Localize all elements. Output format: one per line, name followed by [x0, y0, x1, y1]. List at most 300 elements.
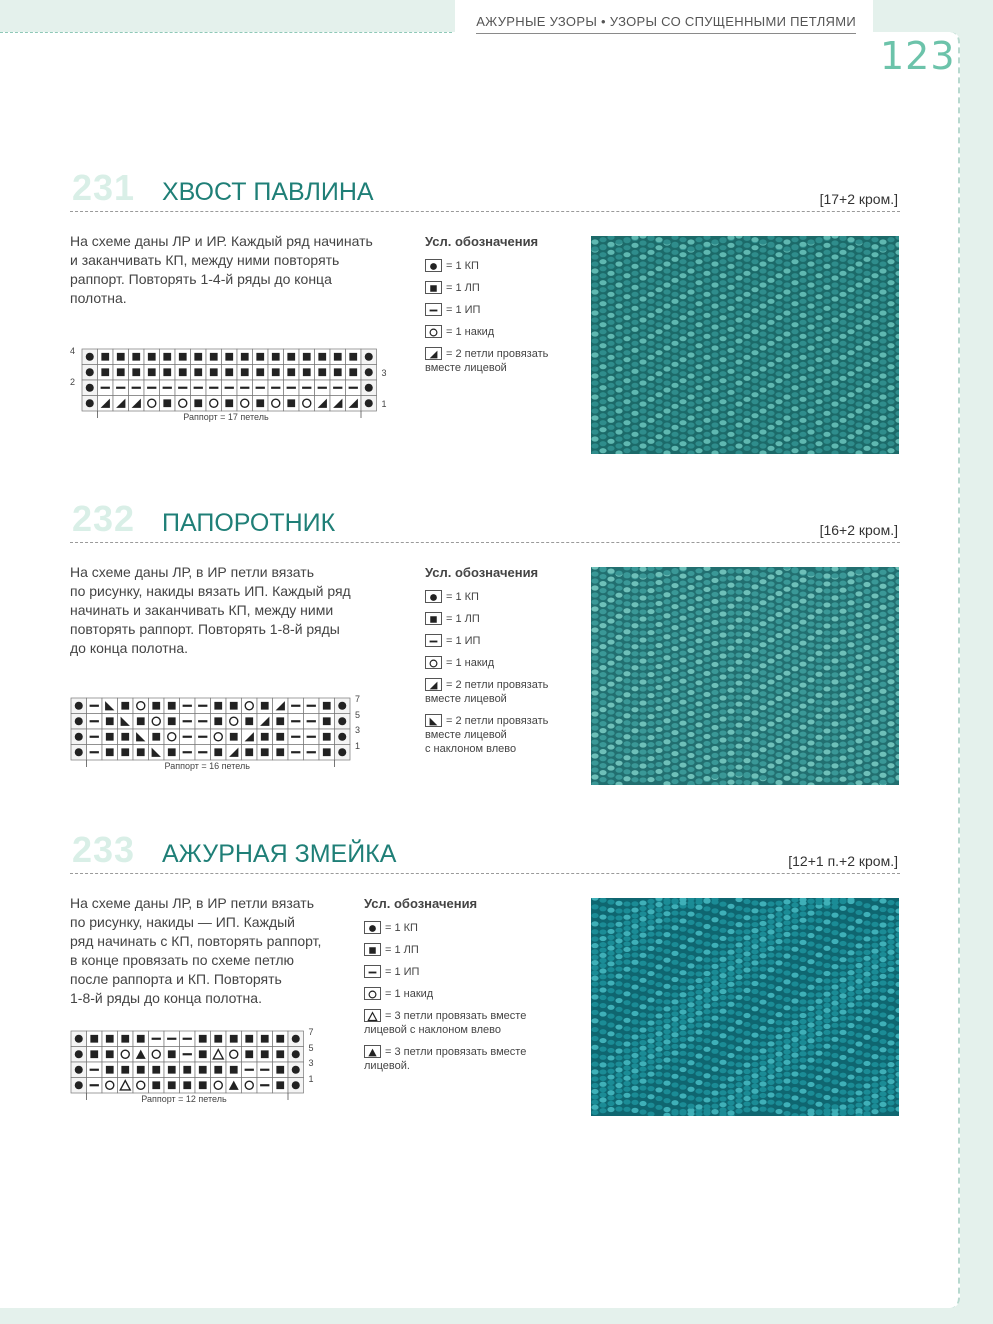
- legend-text: = 2 петли провязать: [446, 348, 549, 360]
- chart-cell-square: [284, 365, 300, 381]
- chart-cell-square: [191, 365, 207, 381]
- stitch-count: [17+2 кром.]: [819, 191, 898, 207]
- chart-cell-square: [118, 1062, 134, 1078]
- row-number: 2: [70, 377, 76, 387]
- chart-cell-square: [149, 729, 165, 745]
- row-number: 5: [308, 1042, 314, 1053]
- chart-cell-dash: [242, 1062, 258, 1078]
- chart-cell-dot: [82, 396, 98, 412]
- chart-cell-circle: [226, 1047, 242, 1063]
- chart-cell-dash: [149, 1031, 165, 1047]
- chart-cell-tri-up-outline: [118, 1078, 134, 1094]
- chart-cell-circle: [144, 396, 160, 412]
- pattern-number: 233: [72, 829, 136, 870]
- chart-cell-square: [149, 1078, 165, 1094]
- chart-cell-square: [180, 1078, 196, 1094]
- legend-item: [364, 921, 564, 935]
- chart-cell-dash: [268, 380, 284, 396]
- legend-item: [364, 1009, 564, 1037]
- repeat-caption: Раппорт = 12 петель: [141, 1094, 227, 1104]
- header-rule: [0, 32, 452, 33]
- chart-cell-circle: [118, 1047, 134, 1063]
- chart-cell-square: [268, 365, 284, 381]
- chart-cell-dash: [180, 745, 196, 761]
- legend-text: = 2 петли провязать: [446, 679, 549, 691]
- chart-cell-circle: [149, 1047, 165, 1063]
- chart-cell-tri-right: [315, 396, 331, 412]
- chart-cell-square: [226, 698, 242, 714]
- chart-cell-tri-right: [242, 729, 258, 745]
- square-symbol-icon: [425, 612, 442, 625]
- chart-cell-square: [160, 396, 176, 412]
- description-line: На схеме даны ЛР, в ИР петли вязать: [70, 564, 314, 580]
- description-line: ряд начинать с КП, повторять раппорт,: [70, 933, 322, 949]
- knit-swatch-photo: [591, 567, 899, 785]
- legend-item: [364, 1045, 564, 1073]
- description-line: На схеме даны ЛР и ИР. Каждый ряд начинать: [70, 233, 373, 249]
- legend-item: [425, 656, 575, 670]
- dot-symbol-icon: [364, 921, 381, 934]
- chart-cell-dash: [284, 380, 300, 396]
- chart-cell-square: [133, 714, 149, 730]
- chart-cell-square: [226, 1031, 242, 1047]
- chart-cell-square: [211, 745, 227, 761]
- chart-cell-square: [257, 1047, 273, 1063]
- chart-cell-square: [237, 349, 253, 365]
- chart-cell-square: [98, 349, 114, 365]
- pattern-name: АЖУРНАЯ ЗМЕЙКА: [162, 840, 397, 868]
- chart-cell-square: [160, 349, 176, 365]
- chart-cell-square: [195, 1047, 211, 1063]
- row-number: 1: [381, 398, 387, 409]
- chart-cell-square: [113, 349, 129, 365]
- chart-cell-dot: [288, 1047, 304, 1063]
- legend-text: с наклоном влево: [425, 743, 517, 755]
- circle-symbol-icon: [364, 987, 381, 1000]
- chart-cell-square: [253, 396, 269, 412]
- chart-cell-dash: [195, 745, 211, 761]
- square-symbol-icon: [364, 943, 381, 956]
- chart-cell-square: [118, 729, 134, 745]
- chart-cell-dot: [335, 714, 351, 730]
- chart-cell-dash: [288, 698, 304, 714]
- chart-cell-tri-left: [102, 698, 118, 714]
- square-symbol-icon: [425, 281, 442, 294]
- chart-cell-circle: [211, 1078, 227, 1094]
- description-line: раппорт. Повторять 1-4-й ряды до конца: [70, 271, 332, 287]
- chart-cell-dash: [144, 380, 160, 396]
- chart-cell-circle: [164, 729, 180, 745]
- chart-cell-square: [175, 365, 191, 381]
- stitch-count: [16+2 кром.]: [819, 522, 898, 538]
- chart-cell-square: [273, 745, 289, 761]
- legend-text: = 1 КП: [446, 591, 479, 603]
- legend-title: Усл. обозначения: [425, 565, 539, 580]
- chart-cell-square: [257, 698, 273, 714]
- chart-cell-square: [118, 1031, 134, 1047]
- section-title-bar: [70, 829, 900, 874]
- tri-up-outline-symbol-icon: [364, 1009, 381, 1022]
- chart-cell-square: [268, 349, 284, 365]
- legend-item: [425, 714, 575, 756]
- knit-texture: [591, 236, 899, 454]
- chart-cell-dash: [299, 380, 315, 396]
- chart-cell-tri-left: [133, 729, 149, 745]
- chart-cell-dash: [195, 714, 211, 730]
- legend-text: = 1 накид: [446, 657, 495, 669]
- pattern-number: 231: [72, 167, 136, 208]
- chart-cell-dot: [335, 698, 351, 714]
- pattern-section-232: [70, 498, 900, 803]
- chart-cell-circle: [242, 698, 258, 714]
- chart-cell-square: [206, 349, 222, 365]
- description-line: 1-8-й ряды до конца полотна.: [70, 990, 262, 1006]
- chart-cell-dash: [180, 1031, 196, 1047]
- tri-right-symbol-icon: [425, 347, 442, 360]
- pattern-name: ХВОСТ ПАВЛИНА: [162, 178, 374, 206]
- chart-cell-square: [102, 714, 118, 730]
- chart-cell-dot: [361, 349, 377, 365]
- dot-symbol-icon: [425, 590, 442, 603]
- tri-right-symbol-icon: [425, 678, 442, 691]
- chart-cell-dash: [304, 714, 320, 730]
- description-line: до конца полотна.: [70, 640, 189, 656]
- chart-cell-dash: [253, 380, 269, 396]
- chart-cell-square: [319, 729, 335, 745]
- legend-item: [425, 281, 575, 295]
- legend-item: [425, 303, 575, 317]
- chart-cell-square: [118, 745, 134, 761]
- chart-cell-square: [195, 1062, 211, 1078]
- legend: [425, 565, 575, 764]
- chart-cell-dash: [98, 380, 114, 396]
- chart-cell-square: [118, 698, 134, 714]
- chart-cell-dash: [164, 1031, 180, 1047]
- chart-cell-square: [315, 349, 331, 365]
- chart-cell-dash: [346, 380, 362, 396]
- description-line: повторять раппорт. Повторять 1-8-й ряды: [70, 621, 340, 637]
- legend-item: [425, 678, 575, 706]
- legend-text: = 1 КП: [385, 922, 418, 934]
- chart-grid: [70, 1030, 305, 1102]
- chart-cell-dash: [87, 1062, 103, 1078]
- chart-cell-dot: [82, 365, 98, 381]
- chart-cell-dot: [361, 396, 377, 412]
- chart-cell-square: [149, 1062, 165, 1078]
- description-line: после раппорта и КП. Повторять: [70, 971, 282, 987]
- chart-cell-dot: [71, 1078, 87, 1094]
- pattern-section-233: [70, 829, 900, 1134]
- chart-cell-tri-right: [273, 698, 289, 714]
- chart-cell-square: [253, 365, 269, 381]
- knit-texture: [591, 567, 899, 785]
- chart-cell-square: [149, 698, 165, 714]
- chart-cell-dash: [304, 698, 320, 714]
- description-line: по рисунку, накиды — ИП. Каждый: [70, 914, 295, 930]
- chart-cell-dot: [288, 1031, 304, 1047]
- legend-text: лицевой.: [364, 1060, 410, 1072]
- chart-cell-dash: [257, 1078, 273, 1094]
- chart-cell-dot: [335, 729, 351, 745]
- description-line: и заканчивать КП, между ними повторять: [70, 252, 340, 268]
- chart-cell-square: [273, 1062, 289, 1078]
- row-number: 1: [308, 1073, 314, 1084]
- chart-cell-square: [164, 714, 180, 730]
- chart-cell-circle: [242, 1078, 258, 1094]
- chart-cell-dash: [191, 380, 207, 396]
- chart-cell-square: [195, 1078, 211, 1094]
- chart-cell-square: [242, 1047, 258, 1063]
- chart-cell-square: [144, 365, 160, 381]
- chart-cell-square: [133, 1062, 149, 1078]
- chart-cell-square: [164, 745, 180, 761]
- repeat-caption: Раппорт = 17 петель: [183, 412, 269, 422]
- chart-grid: [81, 348, 378, 420]
- chart-cell-square: [144, 349, 160, 365]
- chart-cell-dash: [206, 380, 222, 396]
- chart-cell-tri-right: [98, 396, 114, 412]
- legend-item: [364, 987, 564, 1001]
- chart-cell-square: [102, 745, 118, 761]
- chart-cell-tri-right: [330, 396, 346, 412]
- chart-cell-dash: [180, 1047, 196, 1063]
- circle-symbol-icon: [425, 325, 442, 338]
- knit-swatch-photo: [591, 236, 899, 454]
- chart-cell-square: [164, 1062, 180, 1078]
- legend-item: [425, 347, 575, 375]
- chart-cell-dot: [361, 365, 377, 381]
- chart-cell-square: [346, 365, 362, 381]
- chart-cell-square: [133, 1031, 149, 1047]
- legend-text: = 1 накид: [385, 988, 434, 1000]
- legend-text: = 1 ИП: [446, 635, 481, 647]
- chart-cell-square: [319, 745, 335, 761]
- legend-item: [364, 965, 564, 979]
- pattern-description: [70, 232, 373, 308]
- dash-symbol-icon: [425, 634, 442, 647]
- chart-cell-square: [273, 1047, 289, 1063]
- knit-swatch-photo: [591, 898, 899, 1116]
- knitting-chart: [70, 346, 390, 422]
- chart-cell-circle: [133, 698, 149, 714]
- chart-cell-square: [175, 349, 191, 365]
- legend-text: = 1 ЛП: [446, 282, 480, 294]
- description-line: по рисунку, накиды вязать ИП. Каждый ряд: [70, 583, 351, 599]
- knitting-chart: [70, 1027, 350, 1104]
- description-line: На схеме даны ЛР, в ИР петли вязать: [70, 895, 314, 911]
- running-title: АЖУРНЫЕ УЗОРЫ • УЗОРЫ СО СПУЩЕННЫМИ ПЕТЛЯМИ: [476, 14, 856, 29]
- legend-text: = 1 ИП: [385, 966, 420, 978]
- chart-cell-square: [206, 365, 222, 381]
- legend-text: = 1 накид: [446, 326, 495, 338]
- chart-cell-dash: [113, 380, 129, 396]
- chart-cell-square: [160, 365, 176, 381]
- chart-cell-square: [284, 349, 300, 365]
- row-number: 3: [308, 1058, 314, 1068]
- chart-cell-square: [87, 1031, 103, 1047]
- chart-cell-square: [180, 1062, 196, 1078]
- chart-cell-square: [102, 729, 118, 745]
- chart-cell-dash: [222, 380, 238, 396]
- chart-cell-square: [242, 1031, 258, 1047]
- page-number: 123: [880, 34, 956, 78]
- chart-cell-circle: [211, 729, 227, 745]
- chart-cell-circle: [206, 396, 222, 412]
- chart-cell-dash: [87, 714, 103, 730]
- chart-cell-dash: [180, 729, 196, 745]
- dash-symbol-icon: [364, 965, 381, 978]
- row-number: 5: [355, 709, 361, 720]
- chart-cell-square: [319, 698, 335, 714]
- chart-cell-circle: [133, 1078, 149, 1094]
- legend-item: [425, 325, 575, 339]
- legend-item: [425, 259, 575, 273]
- chart-cell-square: [102, 1031, 118, 1047]
- row-number: 1: [355, 740, 361, 751]
- pattern-description: [70, 894, 321, 1008]
- chart-cell-square: [237, 365, 253, 381]
- legend-text: = 3 петли провязать вместе: [385, 1010, 527, 1022]
- chart-cell-square: [211, 1062, 227, 1078]
- row-number: 3: [381, 367, 387, 378]
- chart-cell-square: [253, 349, 269, 365]
- chart-cell-tri-right: [129, 396, 145, 412]
- chart-cell-square: [299, 365, 315, 381]
- chart-cell-circle: [299, 396, 315, 412]
- chart-cell-square: [133, 745, 149, 761]
- header-underline: [476, 33, 856, 34]
- row-number: 7: [355, 694, 361, 704]
- row-number: 3: [355, 725, 361, 735]
- legend-text: = 3 петли провязать вместе: [385, 1046, 527, 1058]
- chart-cell-dot: [82, 380, 98, 396]
- chart-cell-square: [211, 698, 227, 714]
- chart-cell-square: [164, 1047, 180, 1063]
- chart-cell-square: [346, 349, 362, 365]
- chart-cell-dash: [257, 1062, 273, 1078]
- chart-cell-dot: [71, 714, 87, 730]
- chart-grid: [70, 697, 351, 769]
- chart-cell-square: [257, 745, 273, 761]
- chart-cell-dash: [87, 745, 103, 761]
- legend-item: [425, 612, 575, 626]
- legend-text: = 1 ИП: [446, 304, 481, 316]
- chart-cell-square: [273, 714, 289, 730]
- description-line: начинать и заканчивать КП, между ними: [70, 602, 334, 618]
- chart-cell-square: [87, 1047, 103, 1063]
- chart-cell-circle: [268, 396, 284, 412]
- chart-cell-dot: [288, 1078, 304, 1094]
- chart-cell-dot: [71, 1031, 87, 1047]
- chart-cell-dash: [195, 729, 211, 745]
- legend-text: = 1 КП: [446, 260, 479, 272]
- chart-cell-square: [273, 1078, 289, 1094]
- chart-cell-dot: [71, 698, 87, 714]
- chart-cell-square: [242, 745, 258, 761]
- dash-symbol-icon: [425, 303, 442, 316]
- chart-cell-square: [102, 1062, 118, 1078]
- tri-left-symbol-icon: [425, 714, 442, 727]
- legend-title: Усл. обозначения: [425, 234, 539, 249]
- chart-cell-dash: [288, 729, 304, 745]
- dot-symbol-icon: [425, 259, 442, 272]
- chart-cell-dash: [180, 714, 196, 730]
- legend-text: вместе лицевой: [425, 693, 507, 705]
- stitch-count: [12+1 п.+2 кром.]: [788, 853, 898, 869]
- chart-cell-tri-up: [226, 1078, 242, 1094]
- repeat-caption: Раппорт = 16 петель: [164, 761, 250, 771]
- chart-cell-square: [226, 1062, 242, 1078]
- legend-item: [425, 634, 575, 648]
- chart-cell-dot: [335, 745, 351, 761]
- chart-cell-square: [315, 365, 331, 381]
- legend-text: = 2 петли провязать: [446, 715, 549, 727]
- chart-cell-square: [113, 365, 129, 381]
- chart-cell-tri-left: [149, 745, 165, 761]
- chart-cell-dash: [304, 745, 320, 761]
- chart-cell-dash: [160, 380, 176, 396]
- chart-cell-square: [299, 349, 315, 365]
- description-line: в конце провязать по схеме петлю: [70, 952, 295, 968]
- chart-cell-dash: [304, 729, 320, 745]
- knit-texture: [591, 898, 899, 1116]
- chart-cell-dash: [330, 380, 346, 396]
- chart-cell-dash: [315, 380, 331, 396]
- chart-cell-square: [211, 714, 227, 730]
- legend-item: [425, 590, 575, 604]
- chart-cell-square: [226, 729, 242, 745]
- chart-cell-circle: [102, 1078, 118, 1094]
- chart-cell-tri-up: [133, 1047, 149, 1063]
- chart-cell-circle: [226, 714, 242, 730]
- section-title-bar: [70, 498, 900, 543]
- legend-text: вместе лицевой: [425, 729, 507, 741]
- chart-cell-tri-right: [257, 714, 273, 730]
- chart-cell-square: [98, 365, 114, 381]
- chart-cell-square: [242, 714, 258, 730]
- chart-cell-dot: [288, 1062, 304, 1078]
- legend-text: = 1 ЛП: [446, 613, 480, 625]
- chart-cell-dot: [82, 349, 98, 365]
- chart-cell-circle: [149, 714, 165, 730]
- chart-cell-square: [129, 365, 145, 381]
- chart-cell-square: [211, 1031, 227, 1047]
- chart-cell-square: [222, 396, 238, 412]
- chart-cell-square: [273, 729, 289, 745]
- chart-cell-tri-left: [118, 714, 134, 730]
- chart-cell-circle: [237, 396, 253, 412]
- chart-cell-square: [273, 1031, 289, 1047]
- pattern-number: 232: [72, 498, 136, 539]
- legend: [425, 234, 575, 383]
- chart-cell-square: [195, 1031, 211, 1047]
- chart-cell-dot: [71, 745, 87, 761]
- chart-cell-dot: [71, 1062, 87, 1078]
- description-line: полотна.: [70, 290, 127, 306]
- row-number: 7: [308, 1027, 314, 1037]
- chart-cell-square: [164, 698, 180, 714]
- chart-cell-tri-right: [113, 396, 129, 412]
- chart-cell-dash: [87, 729, 103, 745]
- pattern-name: ПАПОРОТНИК: [162, 509, 336, 537]
- chart-cell-dash: [288, 714, 304, 730]
- chart-cell-square: [257, 729, 273, 745]
- chart-cell-tri-right: [346, 396, 362, 412]
- chart-cell-dash: [288, 745, 304, 761]
- chart-cell-dash: [195, 698, 211, 714]
- chart-cell-dash: [129, 380, 145, 396]
- chart-cell-dot: [71, 729, 87, 745]
